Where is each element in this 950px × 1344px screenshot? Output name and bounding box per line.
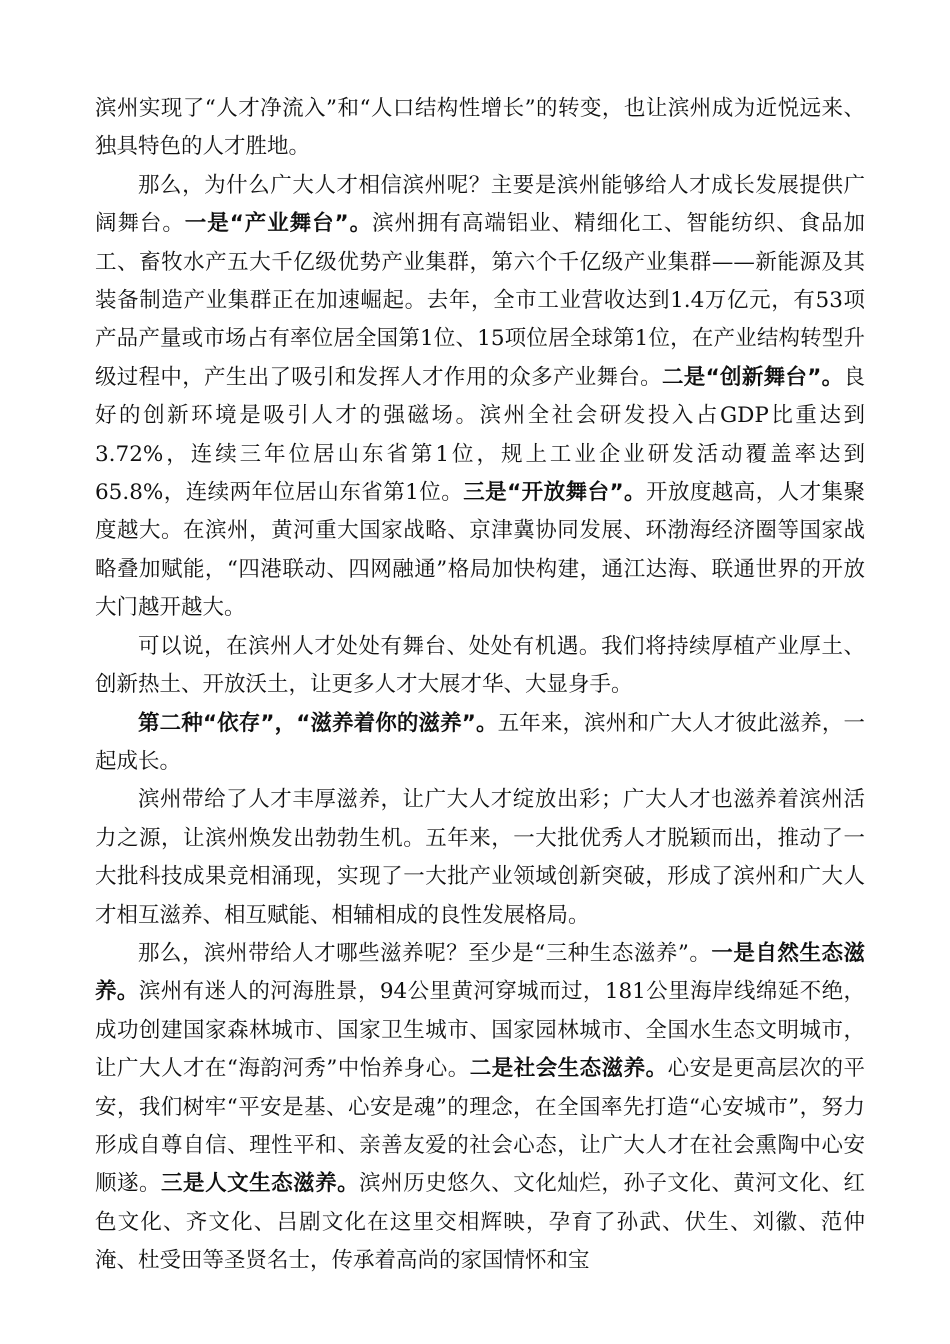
paragraph <box>95 628 865 705</box>
paragraph-text: 可以说，在滨州人才处处有舞台、处处有机遇。我们将持续厚植产业厚土、创新热土、开放沃土，让更多人才大展才华、大显身手。 <box>95 633 865 698</box>
bold-heading: 二是社会生态滋养。 <box>469 1056 668 1082</box>
bold-heading: 三是人文生态滋养。 <box>161 1171 360 1197</box>
paragraph-text: 那么，滨州带给人才哪些滋养呢？至少是“三种生态滋养”。 <box>138 940 712 966</box>
paragraph-text: 滨州有迷人的河海胜景，94公里黄河穿城而过，181公里海岸线绵延不绝，成功创建国家森林城市、国家卫生城市、国家园林城市、全国水生态文明城市，让广大人才在“海韵河秀”中怡养身心。 <box>95 979 865 1082</box>
bold-heading: 一是“产业舞台”。 <box>184 211 373 237</box>
paragraph <box>95 781 865 935</box>
paragraph-text: 那么，为什么广大人才相信滨州呢？主要是滨州能够给人才成长发展提供广阔舞台。 <box>95 172 865 237</box>
paragraph <box>95 705 865 782</box>
paragraph-text: 滨州拥有高端铝业、精细化工、智能纺织、食品加工、畜牧水产五大千亿级优势产业集群，第六个千亿级产业集群——新能源及其装备制造产业集群正在加速崛起。去年，全市工业营收达到1.4万亿元，有53项产品产量或市场占有率位居全国第1位、15项位居全球第1位，在产业结构转型升级过程中，产生出了吸引和发挥人才作用的众多产业舞台。 <box>95 211 865 390</box>
paragraph-text: 滨州带给了人才丰厚滋养，让广大人才绽放出彩；广大人才也滋养着滨州活力之源，让滨州焕发出勃勃生机。五年来，一大批优秀人才脱颖而出，推动了一大批科技成果竞相涌现，实现了一大批产业领域创新突破，形成了滨州和广大人才相互滋养、相互赋能、相辅相成的良性发展格局。 <box>95 787 865 928</box>
paragraph-text: 滨州历史悠久、文化灿烂，孙子文化、黄河文化、红色文化、齐文化、吕剧文化在这里交相辉映，孕育了孙武、伏生、刘徽、范仲淹、杜受田等圣贤名士，传承着高尚的家国情怀和宝 <box>95 1171 865 1274</box>
bold-heading: 二是“创新舞台”。 <box>661 364 844 390</box>
document-body <box>95 90 865 1281</box>
paragraph-text: 心安是更高层次的平安，我们树牢“平安是基、心安是魂”的理念，在全国率先打造“心安城市”，努力形成自尊自信、理性平和、亲善友爱的社会心态，让广大人才在社会熏陶中心安顺遂。 <box>95 1056 865 1197</box>
paragraph-text: 五年来，滨州和广大人才彼此滋养，一起成长。 <box>95 710 865 774</box>
paragraph-text: 开放度越高，人才集聚度越大。在滨州，黄河重大国家战略、京津冀协同发展、环渤海经济圈等国家战略叠加赋能，“四港联动、四网融通”格局加快构建，通江达海、联通世界的开放大门越开越大。 <box>95 480 865 621</box>
bold-heading: 一是自然生态滋养。 <box>95 940 865 1005</box>
paragraph <box>95 935 865 1281</box>
paragraph <box>95 90 865 167</box>
paragraph-text: 良好的创新环境是吸引人才的强磁场。滨州全社会研发投入占GDP比重达到3.72%，连续三年位居山东省第1位，规上工业企业研发活动覆盖率达到65.8%，连续两年位居山东省第1位。 <box>95 364 865 506</box>
bold-heading: 三是“开放舞台”。 <box>463 480 646 506</box>
paragraph-text: 滨州实现了“人才净流入”和“人口结构性增长”的转变，也让滨州成为近悦远来、独具特色的人才胜地。 <box>95 96 865 160</box>
paragraph <box>95 167 865 628</box>
bold-heading: 第二种“依存”，“滋养着你的滋养”。 <box>138 710 498 736</box>
